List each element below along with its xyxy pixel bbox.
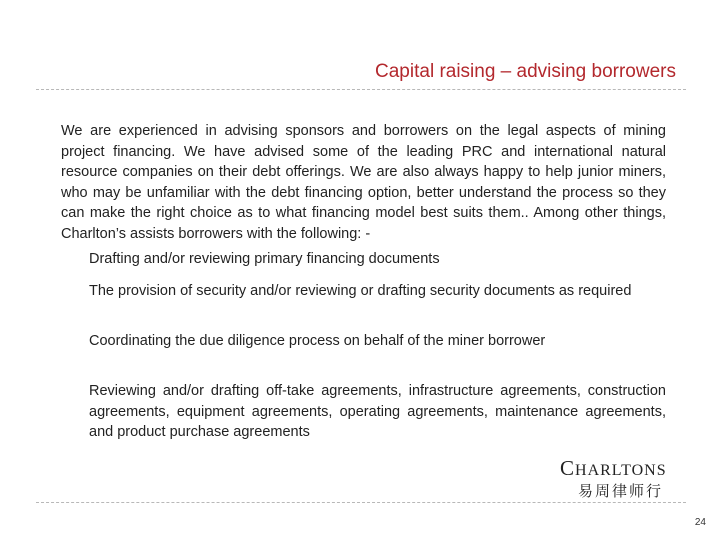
intro-paragraph: We are experienced in advising sponsors and borrowers on the legal aspects of mining project financing. We have advised some of the leading PRC and international natural resource companies on their debt offerings. We are also always happy to help junior miners, who may be unfamiliar with the debt financing option, better understand the process so they can make the right choice as to what financing model best suits them.. Among other things, Charlton’s assists borrowers with the following: - — [61, 123, 666, 242]
slide-title: Capital raising – advising borrowers — [375, 61, 676, 82]
bullet-text: Coordinating the due diligence process on behalf of the miner borrower — [89, 333, 546, 349]
logo-initial: C — [560, 456, 576, 480]
bullet-text: The provision of security and/or reviewing or drafting security documents as required — [89, 283, 632, 299]
logo-chinese: 易周律师行 — [578, 483, 664, 500]
bullet-text: Reviewing and/or drafting off-take agreements, infrastructure agreements, construction agreements, equipment agreements, operating agreements, maintenance agreements, and product purchase agreements — [89, 383, 666, 440]
page-number: 24 — [694, 517, 706, 528]
top-divider — [36, 89, 686, 90]
charltons-logo — [560, 456, 680, 500]
bullet-text: Drafting and/or reviewing primary financing documents — [89, 251, 440, 267]
logo-rest: HARLTONS — [575, 462, 667, 479]
logo-english — [560, 456, 667, 481]
bottom-divider — [36, 502, 686, 503]
